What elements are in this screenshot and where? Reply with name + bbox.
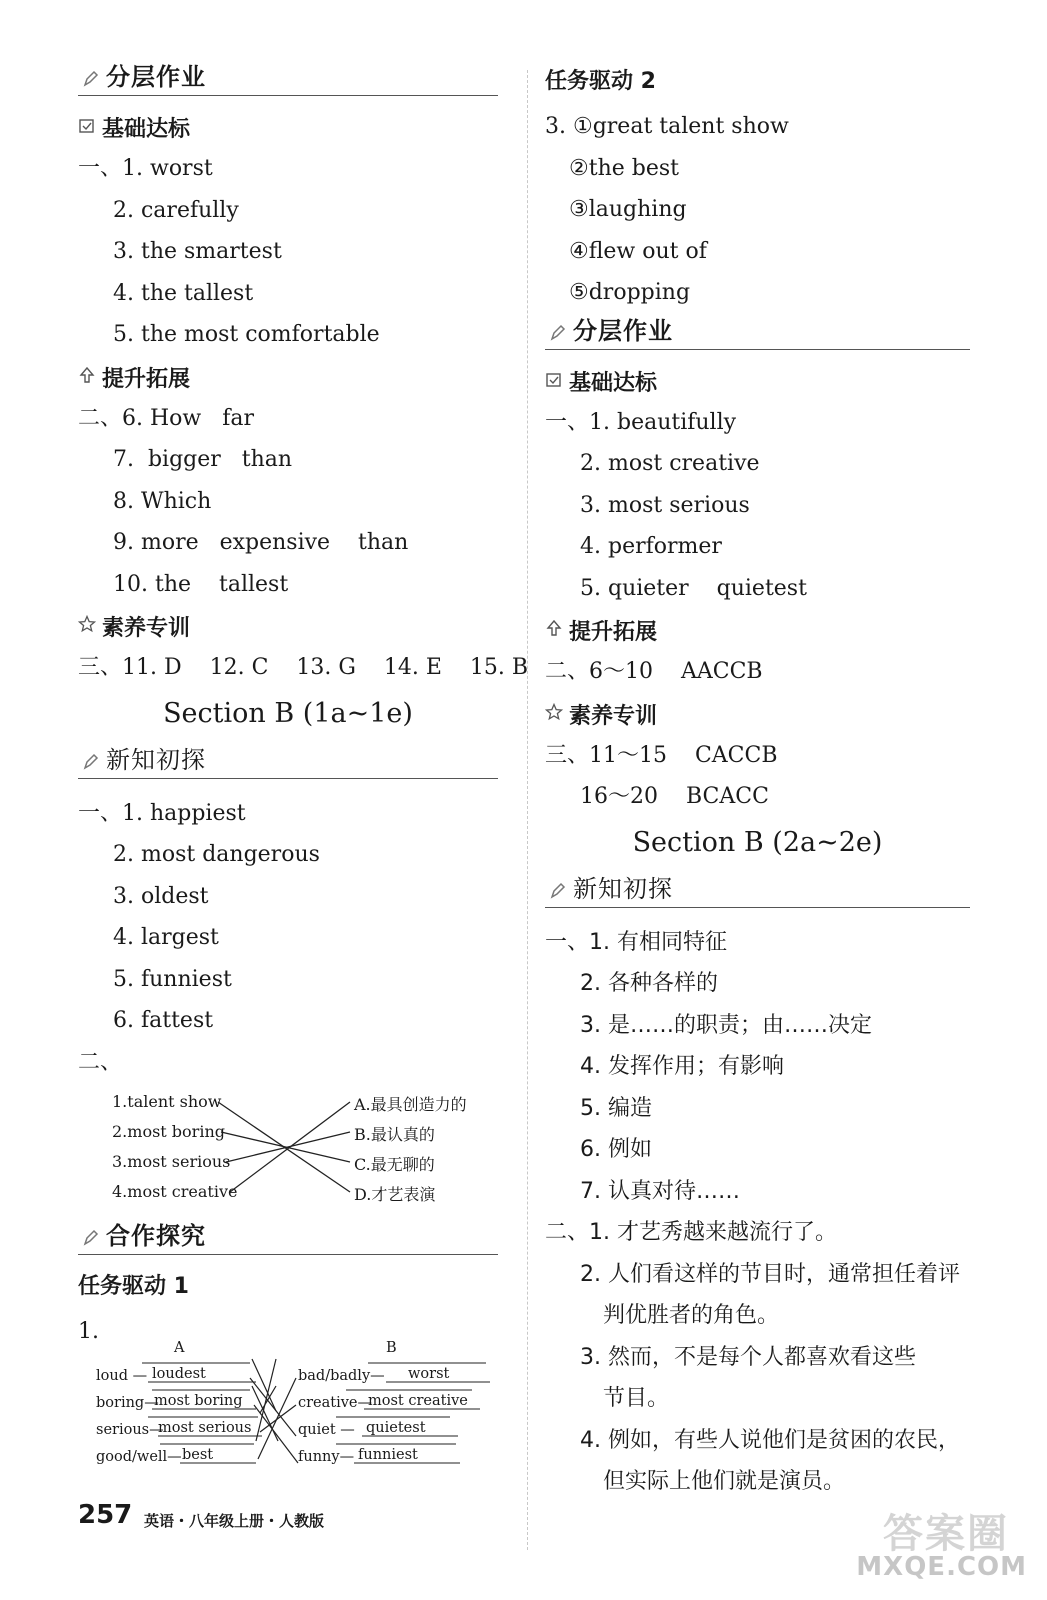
answer-line: ③laughing [569, 197, 687, 222]
match-left-item: 4.most creative [112, 1182, 238, 1201]
answer-line: 3. most serious [580, 492, 750, 518]
answer-line: 4. 例如，有些人说他们是贫困的农民， [580, 1427, 960, 1453]
section-title: Section B (2a~2e) [632, 826, 883, 858]
column-divider [527, 70, 528, 1550]
match-b-fill: worst [408, 1366, 450, 1382]
section-header-cooperation [78, 1219, 498, 1255]
star-icon [545, 703, 563, 721]
match-b-item: funny— [298, 1449, 355, 1465]
section-rule [545, 349, 970, 350]
answer-line: 3. 然而，不是每个人都喜欢看这些 [580, 1344, 916, 1370]
section-rule [78, 778, 498, 779]
match-left-item: 3.most serious [112, 1152, 231, 1171]
answer-line: 3. oldest [113, 883, 209, 909]
subheader-text: 基础达标 [102, 117, 191, 142]
section-header-text: 新知初探 [573, 874, 673, 903]
answer-line: 二、6～10 AACCB [545, 659, 763, 684]
answer-line: 2. carefully [113, 197, 239, 223]
answer-line: 6. fattest [113, 1008, 214, 1033]
star-icon [78, 615, 96, 633]
match-head-a: A [174, 1340, 185, 1356]
answer-line: 5. the most comfortable [113, 322, 380, 347]
checkbox-icon [78, 116, 96, 134]
match-a-fill: most boring [154, 1393, 243, 1409]
matching-diagram-1 [78, 1089, 508, 1219]
answer-line: 2. most creative [580, 451, 760, 476]
answer-line: 三、11～15 CACCB [545, 742, 778, 768]
watermark-text-cn: 答案圈 [883, 1511, 1009, 1557]
answer-line: 16～20 BCACC [580, 784, 769, 809]
answer-line: ②the best [569, 155, 679, 181]
match-right-item: D.才艺表演 [354, 1185, 436, 1204]
section-header-text: 合作探究 [106, 1222, 206, 1250]
match-right-item: A.最具创造力的 [354, 1095, 467, 1114]
section-header-layered-homework [78, 60, 498, 96]
answer-line: 2. most dangerous [113, 842, 320, 867]
answer-line: 二、 [78, 1049, 123, 1075]
section-header-text: 新知初探 [106, 745, 206, 774]
answer-line: 但实际上他们就是演员。 [603, 1469, 846, 1494]
book-title: 英语・八年级上册・人教版 [144, 1512, 325, 1530]
match-head-b: B [386, 1340, 397, 1356]
answer-line: 2. 人们看这样的节目时，通常担任着评 [580, 1261, 960, 1287]
left-column [78, 60, 529, 1503]
section-title: Section B (1a~1e) [163, 697, 413, 729]
match-a-fill: best [182, 1447, 214, 1463]
watermark-text-en: MXQE.COM [856, 1552, 1027, 1582]
section-header-new-knowledge [545, 872, 970, 908]
match-right-item: B.最认真的 [354, 1125, 435, 1144]
answer-line: ④flew out of [569, 238, 707, 264]
subheader-improve [78, 360, 498, 392]
match-a-item: loud — [96, 1368, 148, 1384]
match-left-item: 1.talent show [112, 1092, 222, 1111]
answer-line: 一、1. happiest [78, 800, 246, 826]
answer-line: 9. more expensive than [113, 530, 409, 555]
matching-lines-2 [96, 1340, 516, 1490]
pencil-icon [549, 882, 567, 900]
match-a-item: good/well— [96, 1449, 182, 1465]
section-rule [545, 907, 970, 908]
answer-line: ⑤dropping [569, 280, 691, 305]
answer-line: 节目。 [603, 1386, 670, 1411]
answer-line: 5. funniest [113, 966, 232, 992]
answer-line: 10. the tallest [113, 571, 289, 597]
answer-line: 4. 发挥作用；有影响 [580, 1054, 784, 1079]
task-heading: 任务驱动 2 [545, 69, 656, 94]
match-a-fill: most serious [158, 1420, 252, 1436]
page-number: 257 [78, 1500, 133, 1530]
match-a-fill: loudest [152, 1366, 206, 1382]
subheader-text: 素养专训 [569, 703, 658, 729]
subheader-basic [545, 364, 970, 396]
arrow-up-icon [78, 366, 96, 384]
answer-line: 7. 认真对待…… [580, 1178, 740, 1204]
pencil-icon [82, 70, 100, 88]
answer-line: 8. Which [113, 488, 212, 514]
answer-line: 2. 各种各样的 [580, 971, 718, 996]
checkbox-icon [545, 370, 563, 388]
match-right-item: C.最无聊的 [354, 1155, 435, 1174]
answer-line: 5. 编造 [580, 1095, 652, 1121]
answer-line: 6. 例如 [580, 1137, 652, 1162]
subheader-literacy [545, 697, 970, 729]
subheader-improve [545, 613, 970, 645]
answer-line: 二、1. 才艺秀越来越流行了。 [545, 1220, 837, 1245]
subheader-text: 提升拓展 [569, 620, 658, 645]
matching-diagram-2-labels [96, 1340, 516, 1490]
answer-line: 一、1. 有相同特征 [545, 929, 727, 955]
section-header-text: 分层作业 [573, 316, 673, 345]
answer-line: 4. the tallest [113, 280, 254, 306]
match-left-item: 2.most boring [112, 1122, 225, 1141]
section-header-layered-homework [545, 314, 970, 350]
right-column [545, 60, 970, 1503]
subheader-text: 素养专训 [102, 616, 191, 641]
answer-line: 3. ①great talent show [545, 114, 789, 139]
answer-line: 二、6. How far [78, 405, 255, 431]
subheader-literacy [78, 609, 498, 641]
section-rule [78, 1254, 498, 1255]
pencil-icon [549, 324, 567, 342]
subheader-text: 提升拓展 [102, 366, 191, 392]
watermark-logo [807, 1502, 1027, 1582]
match-a-item: boring— [96, 1395, 159, 1411]
answer-line: 3. the smartest [113, 239, 282, 264]
match-b-fill: most creative [368, 1393, 468, 1409]
answer-line: 4. performer [580, 534, 722, 559]
answer-line: 1. [78, 1319, 99, 1344]
answer-line: 4. largest [113, 925, 219, 950]
pencil-icon [82, 1229, 100, 1247]
match-b-fill: funniest [358, 1447, 418, 1463]
match-b-fill: quietest [366, 1420, 426, 1436]
subheader-basic [78, 110, 498, 142]
match-b-item: bad/badly— [298, 1368, 385, 1384]
subheader-text: 基础达标 [569, 370, 658, 396]
match-b-item: creative— [298, 1395, 373, 1411]
answer-line: 一、1. worst [78, 156, 213, 181]
match-a-item: serious— [96, 1422, 164, 1438]
answer-line: 5. quieter quietest [580, 575, 807, 601]
section-header-new-knowledge [78, 743, 498, 779]
answer-line: 三、11. D 12. C 13. G 14. E 15. B [78, 655, 529, 680]
section-rule [78, 95, 498, 96]
answer-line: 一、1. beautifully [545, 409, 737, 435]
match-b-item: quiet — [298, 1422, 355, 1438]
arrow-up-icon [545, 619, 563, 637]
answer-line: 3. 是……的职责；由……决定 [580, 1012, 872, 1038]
task-heading: 任务驱动 1 [78, 1274, 189, 1299]
pencil-icon [82, 753, 100, 771]
section-header-text: 分层作业 [106, 63, 206, 91]
answer-line: 判优胜者的角色。 [603, 1303, 780, 1328]
answer-line: 7. bigger than [113, 447, 293, 472]
